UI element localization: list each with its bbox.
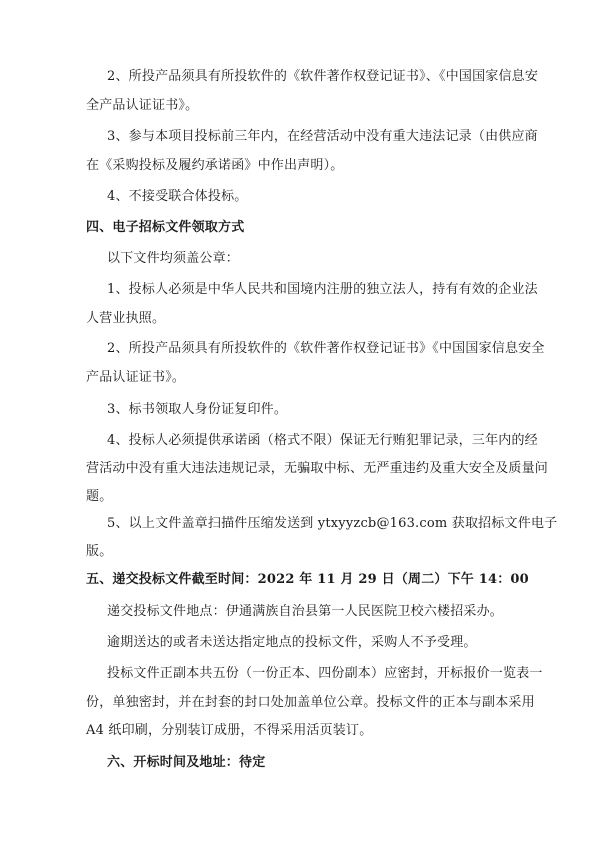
section-4-heading: 四、电子招标文件领取方式: [86, 220, 245, 235]
item-4-line-2: 营活动中没有重大违法违规记录，无骗取中标、无严重违约及重大安全及质量问: [86, 461, 549, 476]
para-3-line-1: 3、参与本项目投标前三年内，在经营活动中没有重大违法记录（由供应商: [107, 129, 538, 144]
section-5-heading: 五、递交投标文件截至时间：2022 年 11 月 29 日（周二）下午 14：00: [86, 572, 529, 587]
item-4-line-1: 4、投标人必须提供承诺函（格式不限）保证无行贿犯罪记录，三年内的经: [107, 433, 538, 448]
item-5-line-2: 版。: [86, 544, 113, 559]
para-2-line-1: 2、所投产品须具有所投软件的《软件著作权登记证书》、《中国国家信息安: [107, 69, 539, 84]
item-5-line-1: 5、以上文件盖章扫描件压缩发送到 ytxyyzcb@163.com 获取招标文件电子: [107, 516, 558, 531]
item-4-line-3: 题。: [86, 489, 113, 504]
item-1-line-1: 1、投标人必须是中华人民共和国境内注册的独立法人，持有有效的企业法: [107, 282, 538, 297]
item-3: 3、标书领取人身份证复印件。: [107, 402, 288, 417]
para-4: 4、不接受联合体投标。: [107, 189, 248, 204]
para-2-line-2: 全产品认证证书》。: [86, 98, 199, 113]
copies-line-2: 份，单独密封，并在封套的封口处加盖单位公章。投标文件的正本与副本采用: [86, 695, 535, 710]
section-6-heading: 六、开标时间及地址：待定: [107, 755, 266, 770]
item-2-line-1: 2、所投产品须具有所投软件的《软件著作权登记证书》《中国国家信息安全: [107, 341, 545, 356]
copies-line-1: 投标文件正副本共五份（一份正本、四份副本）应密封，开标报价一览表一: [107, 666, 543, 681]
section-4-intro: 以下文件均须盖公章：: [107, 251, 240, 266]
item-1-line-2: 人营业执照。: [86, 311, 166, 326]
submission-location: 递交投标文件地点：伊通满族自治县第一人民医院卫校六楼招采办。: [107, 604, 504, 619]
copies-line-3: A4 纸印刷，分别装订成册，不得采用活页装订。: [86, 723, 373, 738]
late-submission-note: 逾期送达的或者未送达指定地点的投标文件，采购人不予受理。: [107, 635, 477, 650]
para-3-line-2: 在《采购投标及履约承诺函》中作出声明）。: [86, 158, 344, 173]
item-2-line-2: 产品认证证书》。: [86, 370, 186, 385]
